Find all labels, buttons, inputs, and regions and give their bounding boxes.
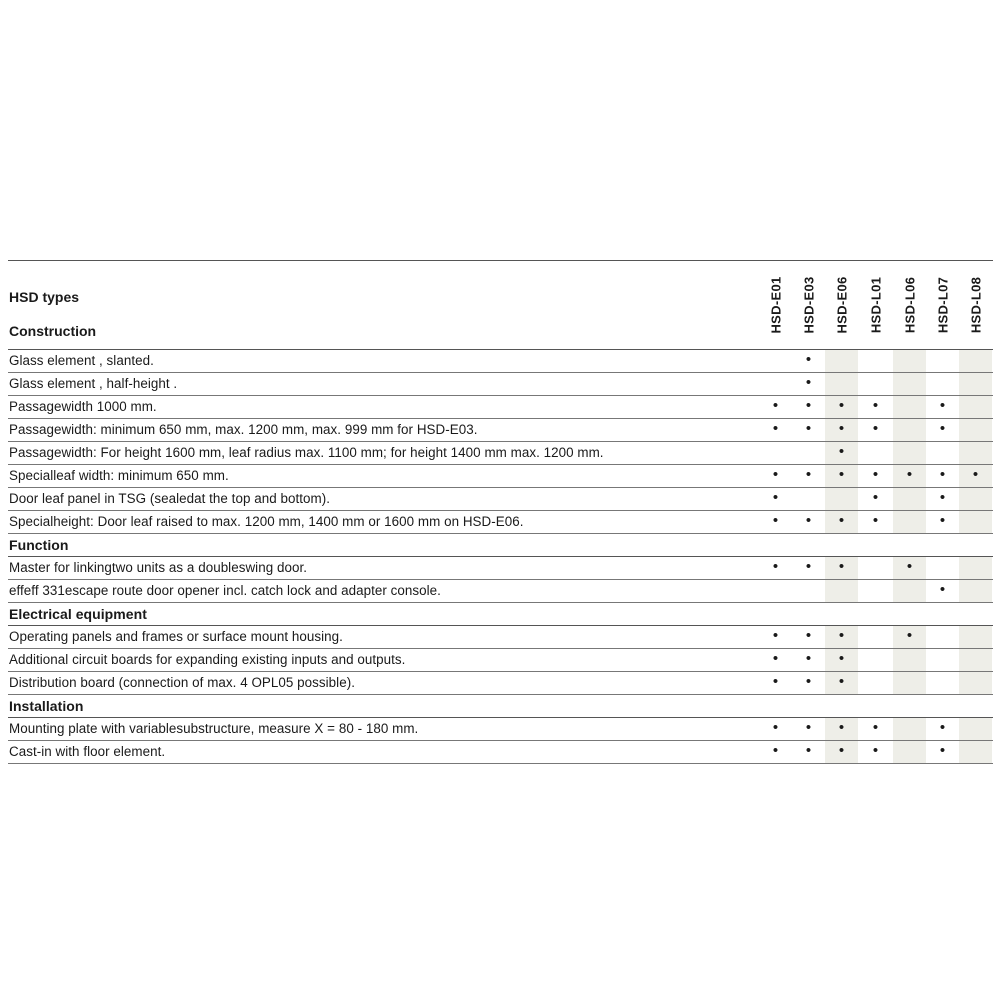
table-header <box>8 260 993 350</box>
availability-cell <box>893 718 926 740</box>
availability-mark: • <box>825 442 858 464</box>
availability-cell <box>959 672 992 694</box>
row-label: Glass element , half-height . <box>9 376 178 391</box>
section-heading-construction: Construction <box>9 323 97 339</box>
column-header-label: HSD-L01 <box>868 276 883 334</box>
table-row <box>8 718 993 741</box>
availability-mark: • <box>872 719 879 736</box>
availability-mark: • <box>939 512 946 529</box>
column-header-label: HSD-L07 <box>935 276 950 334</box>
availability-mark: • <box>872 489 879 506</box>
availability-cell <box>926 672 959 694</box>
section-heading: Installation <box>9 698 84 714</box>
availability-cell <box>825 373 858 395</box>
availability-cell <box>959 649 992 671</box>
row-label: Door leaf panel in TSG (sealedat the top and bottom). <box>9 491 330 506</box>
table-row <box>8 488 993 511</box>
availability-cell <box>926 557 959 579</box>
column-header-label: HSD-E03 <box>801 276 816 334</box>
row-label: Specialleaf width: minimum 650 mm. <box>9 468 229 483</box>
column-header <box>759 261 792 349</box>
availability-cell <box>859 626 892 648</box>
availability-mark: • <box>872 742 879 759</box>
availability-cell <box>759 442 792 464</box>
table-row <box>8 419 993 442</box>
row-label: Passagewidth 1000 mm. <box>9 399 157 414</box>
row-label: Master for linkingtwo units as a doubleswing door. <box>9 560 307 575</box>
table-row <box>8 557 993 580</box>
availability-cell <box>759 580 792 602</box>
availability-mark: • <box>772 397 779 414</box>
availability-mark: • <box>959 465 992 487</box>
column-header-label: HSD-L08 <box>968 276 983 334</box>
availability-mark: • <box>772 420 779 437</box>
availability-mark: • <box>772 627 779 644</box>
availability-cell <box>893 488 926 510</box>
availability-mark: • <box>939 719 946 736</box>
availability-mark: • <box>872 512 879 529</box>
availability-cell <box>926 350 959 372</box>
table-row <box>8 626 993 649</box>
availability-cell <box>893 396 926 418</box>
section-heading: Electrical equipment <box>9 606 147 622</box>
row-label: Glass element , slanted. <box>9 353 154 368</box>
availability-mark: • <box>825 718 858 740</box>
availability-cell <box>926 373 959 395</box>
availability-cell <box>893 442 926 464</box>
availability-cell <box>959 626 992 648</box>
availability-cell <box>959 580 992 602</box>
availability-mark: • <box>872 420 879 437</box>
availability-mark: • <box>772 650 779 667</box>
availability-cell <box>893 511 926 533</box>
row-label: Distribution board (connection of max. 4 OPL05 possible). <box>9 675 355 690</box>
availability-cell <box>926 649 959 671</box>
table-row <box>8 741 993 764</box>
table-row <box>8 465 993 488</box>
availability-cell <box>959 373 992 395</box>
row-label: Passagewidth: For height 1600 mm, leaf radius max. 1100 mm; for height 1400 mm max. 1200 mm. <box>9 445 604 460</box>
section-heading: Function <box>9 537 69 553</box>
availability-cell <box>959 488 992 510</box>
column-header <box>893 261 926 349</box>
availability-mark: • <box>939 742 946 759</box>
availability-cell <box>926 626 959 648</box>
availability-cell <box>893 672 926 694</box>
column-header <box>792 261 825 349</box>
column-header-label: HSD-E01 <box>768 276 783 334</box>
availability-cell <box>959 419 992 441</box>
availability-cell <box>859 557 892 579</box>
availability-mark: • <box>805 512 812 529</box>
availability-cell <box>893 580 926 602</box>
availability-cell <box>959 511 992 533</box>
row-label: Cast-in with floor element. <box>9 744 166 759</box>
availability-cell <box>792 488 825 510</box>
availability-mark: • <box>939 397 946 414</box>
column-header-label: HSD-E06 <box>834 276 849 334</box>
availability-mark: • <box>772 512 779 529</box>
column-header <box>825 261 858 349</box>
availability-mark: • <box>825 396 858 418</box>
availability-cell <box>759 373 792 395</box>
availability-cell <box>893 649 926 671</box>
availability-cell <box>959 396 992 418</box>
row-label: Specialheight: Door leaf raised to max. 1200 mm, 1400 mm or 1600 mm on HSD-E06. <box>9 514 524 529</box>
availability-cell <box>825 580 858 602</box>
availability-mark: • <box>872 397 879 414</box>
availability-mark: • <box>805 420 812 437</box>
column-header <box>959 261 992 349</box>
availability-cell <box>959 741 992 763</box>
availability-mark: • <box>772 558 779 575</box>
table-row <box>8 511 993 534</box>
availability-mark: • <box>825 672 858 694</box>
availability-mark: • <box>825 626 858 648</box>
availability-mark: • <box>825 511 858 533</box>
availability-cell <box>959 718 992 740</box>
availability-mark: • <box>805 466 812 483</box>
availability-cell <box>825 350 858 372</box>
column-header <box>926 261 959 349</box>
column-header-label: HSD-L06 <box>902 276 917 334</box>
availability-cell <box>859 373 892 395</box>
availability-mark: • <box>805 650 812 667</box>
row-label: effeff 331escape route door opener incl. catch lock and adapter console. <box>9 583 441 598</box>
availability-mark: • <box>825 741 858 763</box>
row-label: Mounting plate with variablesubstructure, measure X = 80 - 180 mm. <box>9 721 419 736</box>
availability-mark: • <box>805 719 812 736</box>
availability-mark: • <box>825 557 858 579</box>
availability-cell <box>759 350 792 372</box>
availability-cell <box>959 350 992 372</box>
availability-mark: • <box>825 465 858 487</box>
availability-cell <box>825 488 858 510</box>
table-row <box>8 442 993 465</box>
row-label: Operating panels and frames or surface mount housing. <box>9 629 343 644</box>
availability-cell <box>893 419 926 441</box>
availability-cell <box>959 442 992 464</box>
table-row <box>8 649 993 672</box>
availability-mark: • <box>939 466 946 483</box>
availability-mark: • <box>893 465 926 487</box>
hsd-types-table <box>8 260 993 764</box>
table-row <box>8 672 993 695</box>
availability-cell <box>792 442 825 464</box>
availability-mark: • <box>805 397 812 414</box>
column-header <box>859 261 892 349</box>
availability-cell <box>859 442 892 464</box>
availability-mark: • <box>805 742 812 759</box>
availability-mark: • <box>825 649 858 671</box>
availability-cell <box>893 350 926 372</box>
availability-mark: • <box>772 466 779 483</box>
availability-mark: • <box>939 489 946 506</box>
availability-cell <box>859 649 892 671</box>
availability-mark: • <box>939 581 946 598</box>
availability-mark: • <box>805 351 812 368</box>
availability-mark: • <box>772 673 779 690</box>
table-row <box>8 396 993 419</box>
availability-mark: • <box>939 420 946 437</box>
availability-cell <box>859 672 892 694</box>
availability-mark: • <box>772 719 779 736</box>
availability-cell <box>959 557 992 579</box>
section-row <box>8 603 993 626</box>
availability-mark: • <box>805 374 812 391</box>
table-row <box>8 580 993 603</box>
section-row <box>8 695 993 718</box>
table-row <box>8 373 993 396</box>
availability-cell <box>893 373 926 395</box>
availability-mark: • <box>893 557 926 579</box>
availability-mark: • <box>772 489 779 506</box>
availability-cell <box>859 350 892 372</box>
availability-mark: • <box>772 742 779 759</box>
availability-cell <box>893 741 926 763</box>
table-row <box>8 350 993 373</box>
availability-cell <box>859 580 892 602</box>
availability-mark: • <box>805 558 812 575</box>
availability-cell <box>926 442 959 464</box>
availability-mark: • <box>872 466 879 483</box>
availability-mark: • <box>805 673 812 690</box>
availability-mark: • <box>825 419 858 441</box>
section-row <box>8 534 993 557</box>
row-label: Additional circuit boards for expanding existing inputs and outputs. <box>9 652 406 667</box>
table-body <box>8 350 993 764</box>
availability-cell <box>792 580 825 602</box>
availability-mark: • <box>893 626 926 648</box>
row-label: Passagewidth: minimum 650 mm, max. 1200 mm, max. 999 mm for HSD-E03. <box>9 422 478 437</box>
table-title: HSD types <box>9 289 80 305</box>
availability-mark: • <box>805 627 812 644</box>
